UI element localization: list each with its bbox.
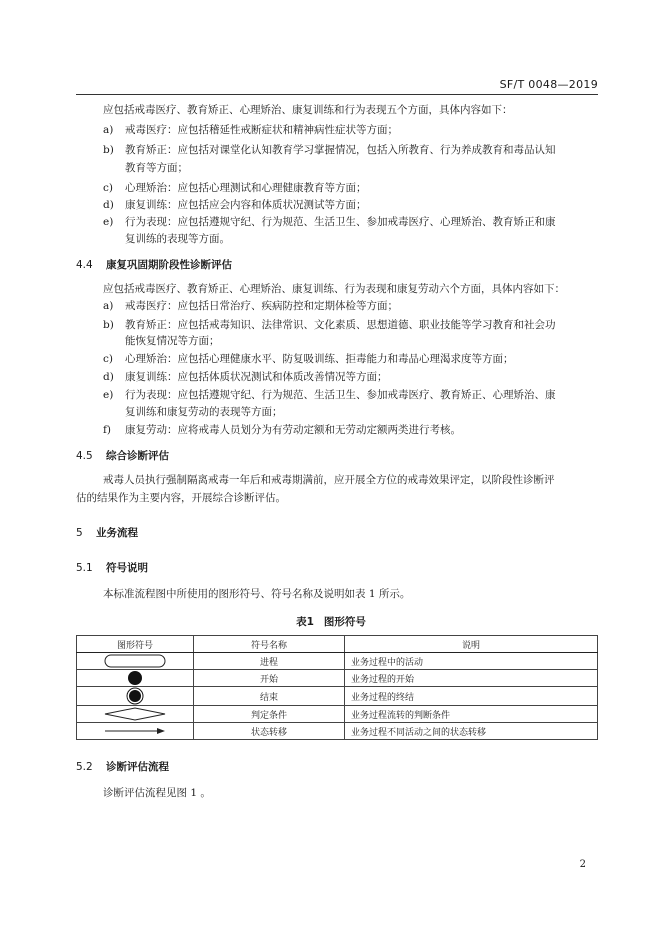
sec4-4-item-e [103,388,556,402]
section-number: 4.5 [76,450,93,462]
section-title: 业务流程 [96,527,138,539]
item-label: a) [103,300,114,312]
filled-circle-icon [127,670,143,686]
section-number: 5.1 [76,562,93,574]
section-title: 符号说明 [106,562,148,574]
rounded-rectangle-icon [104,654,166,668]
table-header-row [77,636,598,653]
item-label: d) [103,199,114,211]
symbol-name: 进程 [194,653,345,670]
symbol-cell [77,653,194,670]
item-label: b) [103,319,114,331]
sec4-3-item-c [103,181,367,195]
sec5-2-heading [76,760,169,774]
section-number: 4.4 [76,259,93,271]
item-text: 心理矫治：应包括心理测试和心理健康教育等方面； [125,182,367,194]
symbol-cell [77,670,194,687]
sec4-3-item-b-cont: 教育等方面； [125,162,188,174]
item-text: 康复劳动：应将戒毒人员划分为有劳动定额和无劳动定额两类进行考核。 [125,424,461,436]
page-number: 2 [579,859,586,870]
double-circle-icon [126,687,144,705]
item-label: b) [103,144,114,156]
sec4-4-heading [76,258,232,272]
table-row [77,723,598,740]
sec4-4-item-e-cont: 复训练和康复劳动的表现等方面； [125,406,283,418]
header-rule [76,94,598,95]
table-row [77,687,598,706]
sec5-heading [76,526,138,540]
sec4-3-item-e-cont: 复训练的表现等方面。 [125,233,230,245]
symbol-cell [77,723,194,740]
item-text: 行为表现：应包括遵规守纪、行为规范、生活卫生、参加戒毒医疗、心理矫治、教育矫正和康 [125,216,556,228]
item-text: 行为表现：应包括遵规守纪、行为规范、生活卫生、参加戒毒医疗、教育矫正、心理矫治、康 [125,389,556,401]
sec4-4-item-c [103,352,514,366]
sec4-4-item-d [103,370,388,384]
symbol-cell [77,706,194,723]
item-text: 教育矫正：应包括对课堂化认知教育学习掌握情况，包括入所教育、行为养成教育和毒品认知 [125,144,556,156]
item-text: 康复训练：应包括应会内容和体质状况测试等方面； [125,199,367,211]
arrow-icon [104,726,166,736]
column-header: 图形符号 [77,636,194,653]
section-number: 5 [76,527,83,539]
document-code: SF/T 0048—2019 [499,78,598,91]
section-title: 综合诊断评估 [106,450,169,462]
table-caption [0,614,662,629]
symbol-desc: 业务过程的开始 [345,670,598,687]
sec5-1-heading [76,561,148,575]
symbol-desc: 业务过程流转的判断条件 [345,706,598,723]
item-label: d) [103,371,114,383]
item-label: e) [103,389,114,401]
symbol-desc: 业务过程的终结 [345,687,598,706]
symbol-table [76,635,598,740]
symbol-name: 结束 [194,687,345,706]
item-label: c) [103,353,113,365]
sec4-3-item-b [103,143,556,157]
table-caption-title: 图形符号 [323,616,366,628]
section-title: 诊断评估流程 [106,761,169,773]
section-title: 康复巩固期阶段性诊断评估 [106,259,232,271]
item-text: 戒毒医疗：应包括稽延性戒断症状和精神病性症状等方面； [125,124,398,136]
sec5-1-text: 本标准流程图中所使用的图形符号、符号名称及说明如表 1 所示。 [103,588,411,600]
sec4-4-item-b-cont: 能恢复情况等方面； [125,335,220,347]
column-header: 说明 [345,636,598,653]
symbol-name: 状态转移 [194,723,345,740]
item-label: e) [103,216,114,228]
sec4-3-item-a [103,123,398,137]
sec4-4-item-a [103,299,398,313]
sec4-5-heading [76,449,169,463]
item-text: 教育矫正：应包括戒毒知识、法律常识、文化素质、思想道德、职业技能等学习教育和社会功 [125,319,556,331]
sec5-2-text: 诊断评估流程见图 1 。 [103,787,211,799]
diamond-icon [104,707,166,721]
symbol-desc: 业务过程中的活动 [345,653,598,670]
symbol-cell [77,687,194,706]
sec4-5-line1: 戒毒人员执行强制隔离戒毒一年后和戒毒期满前，应开展全方位的戒毒效果评定，以阶段性诊断评 [103,474,555,486]
table-row [77,670,598,687]
item-label: a) [103,124,114,136]
table-row [77,706,598,723]
item-label: f) [103,424,111,436]
symbol-name: 开始 [194,670,345,687]
table-row [77,653,598,670]
sec4-4-item-b [103,318,556,332]
item-text: 心理矫治：应包括心理健康水平、防复吸训练、拒毒能力和毒品心理渴求度等方面； [125,353,514,365]
item-label: c) [103,182,113,194]
item-text: 戒毒医疗：应包括日常治疗、疾病防控和定期体检等方面； [125,300,398,312]
symbol-desc: 业务过程不同活动之间的状态转移 [345,723,598,740]
sec4-4-item-f [103,423,461,437]
item-text: 康复训练：应包括体质状况测试和体质改善情况等方面； [125,371,388,383]
column-header: 符号名称 [194,636,345,653]
section-number: 5.2 [76,761,93,773]
sec4-3-item-d [103,198,367,212]
sec4-5-line2: 估的结果作为主要内容，开展综合诊断评估。 [76,492,286,504]
symbol-name: 判定条件 [194,706,345,723]
sec4-4-intro: 应包括戒毒医疗、教育矫正、心理矫治、康复训练、行为表现和康复劳动六个方面，具体内容如下： [103,283,565,295]
table-caption-number: 表1 [296,616,314,628]
sec4-3-intro: 应包括戒毒医疗、教育矫正、心理矫治、康复训练和行为表现五个方面，具体内容如下： [103,104,513,116]
sec4-3-item-e [103,215,556,229]
